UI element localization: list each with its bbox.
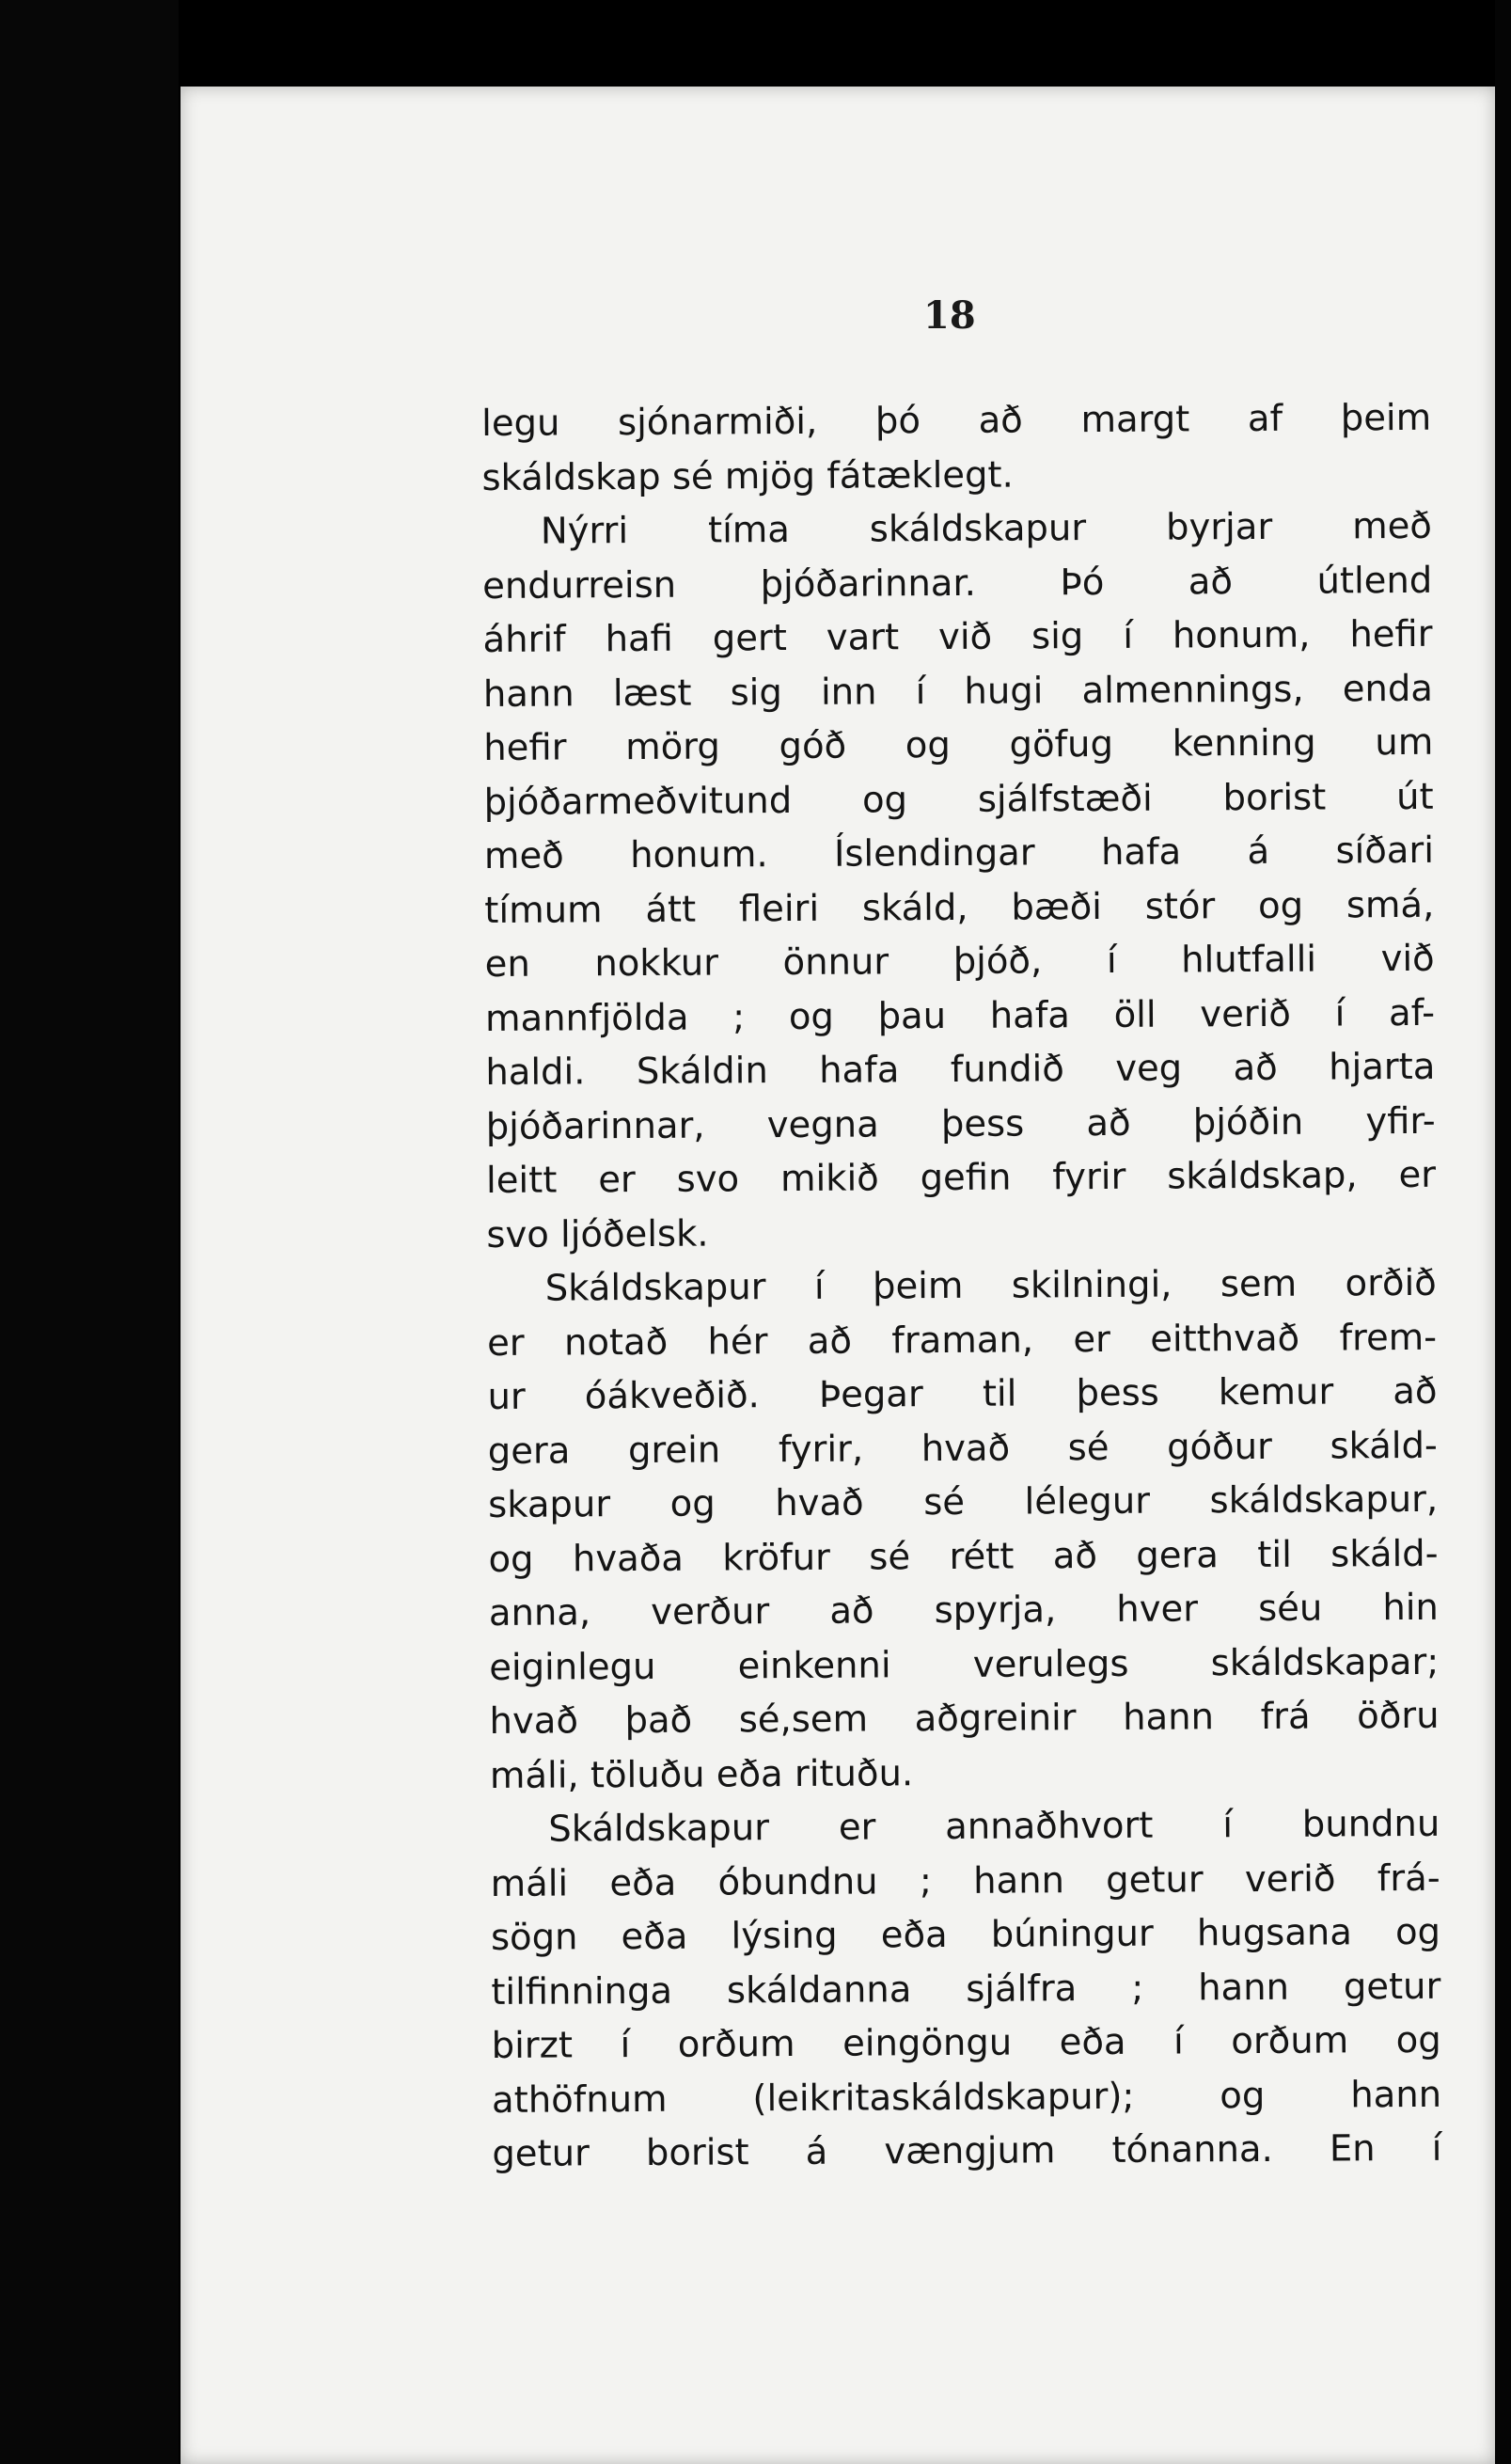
text-line: getur borist á vængjum tónanna. En í <box>492 2126 1442 2175</box>
text-line: og hvaða kröfur sé rétt að gera til skáld- <box>488 1532 1439 1581</box>
text-line: sögn eða lýsing eða búningur hugsana og <box>490 1910 1441 1959</box>
text-line: birzt í orðum eingöngu eða í orðum og <box>491 2018 1441 2067</box>
text-line: anna, verður að spyrja, hver séu hin <box>488 1586 1440 1635</box>
text-line: máli, töluðu eða rituðu. <box>489 1751 914 1797</box>
scan-border-left <box>0 0 179 2464</box>
text-line: Nýrri tíma skáldskapur byrjar með <box>540 504 1432 553</box>
page-number: 18 <box>923 293 976 338</box>
text-line: hvað það sé,sem aðgreinir hann frá öðru <box>489 1694 1440 1743</box>
text-line: skáldskap sé mjög fátæklegt. <box>481 453 1014 499</box>
text-line: þjóðarmeðvitund og sjálfstæði borist út <box>483 775 1434 824</box>
text-line: ur óákveðið. Þegar til þess kemur að <box>487 1369 1438 1418</box>
scan-border-right <box>1495 0 1511 2464</box>
text-line: gera grein fyrir, hvað sé góður skáld- <box>487 1424 1438 1473</box>
text-line: máli eða óbundnu ; hann getur verið frá- <box>490 1856 1440 1905</box>
text-line: áhrif hafi gert vart við sig í honum, hefir <box>482 612 1433 661</box>
text-line: skapur og hvað sé lélegur skáldskapur, <box>488 1477 1439 1526</box>
text-line: hefir mörg góð og göfug kenning um <box>483 720 1434 769</box>
text-line: en nokkur önnur þjóð, í hlutfalli við <box>484 937 1435 986</box>
text-line: endurreisn þjóðarinnar. Þó að útlend <box>482 559 1433 608</box>
text-line: tilfinninga skáldanna sjálfra ; hann getur <box>491 1965 1441 2014</box>
text-line: eiginlegu einkenni verulegs skáldskapar; <box>489 1640 1440 1689</box>
text-line: haldi. Skáldin hafa fundið veg að hjarta <box>485 1045 1436 1094</box>
text-line: legu sjónarmiði, þó að margt af þeim <box>481 396 1432 445</box>
text-line: tímum átt fleiri skáld, bæði stór og smá, <box>484 883 1435 932</box>
text-line: Skáldskapur í þeim skilningi, sem orðið <box>544 1261 1437 1310</box>
text-line: athöfnum (leikritaskáldskapur); og hann <box>491 2073 1442 2122</box>
text-line: er notað hér að framan, er eitthvað frem- <box>487 1316 1438 1365</box>
text-line: Skáldskapur er annaðhvort í bundnu <box>548 1802 1440 1851</box>
body-text <box>481 391 1442 2182</box>
text-line: hann læst sig inn í hugi almennings, enda <box>482 667 1434 716</box>
text-line: mannfjölda ; og þau hafa öll verið í af- <box>484 991 1436 1040</box>
text-line: leitt er svo mikið gefin fyrir skáldskap, er <box>485 1153 1437 1202</box>
text-line: með honum. Íslendingar hafa á síðari <box>483 829 1435 877</box>
text-line: þjóðarinnar, vegna þess að þjóðin yfir- <box>485 1099 1436 1148</box>
text-line: svo ljóðelsk. <box>486 1212 709 1256</box>
